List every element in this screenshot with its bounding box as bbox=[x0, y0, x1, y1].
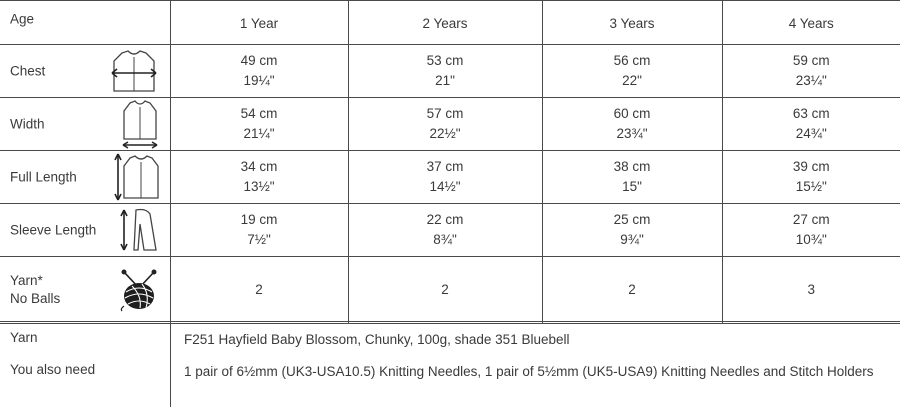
cell-inch: 10¾" bbox=[723, 230, 900, 250]
balls-value: 3 bbox=[722, 257, 900, 324]
garment-full-length-icon bbox=[114, 152, 160, 202]
cell-cm: 39 cm bbox=[723, 157, 900, 177]
also-need-value: 1 pair of 6½mm (UK3-USA10.5) Knitting Needles, 1 pair of 5½mm (UK5-USA9) Knitting Needles and Stitch Holders bbox=[184, 362, 884, 382]
header-row bbox=[0, 1, 900, 45]
cell-inch: 19¼" bbox=[171, 71, 348, 91]
cell-inch: 24¾" bbox=[723, 124, 900, 144]
cell-inch: 22" bbox=[543, 71, 722, 91]
col-header: 3 Years bbox=[542, 1, 722, 45]
yarn-footer-value: F251 Hayfield Baby Blossom, Chunky, 100g, shade 351 Bluebell bbox=[184, 330, 884, 350]
sleeve-length-icon bbox=[120, 206, 160, 254]
cell-cm: 60 cm bbox=[543, 104, 722, 124]
garment-chest-width-icon bbox=[108, 49, 160, 93]
cell-cm: 56 cm bbox=[543, 51, 722, 71]
col-header: 4 Years bbox=[722, 1, 900, 45]
row-label: Width bbox=[10, 117, 45, 132]
row-label: Chest bbox=[10, 64, 45, 79]
yarn-ball-needles-icon bbox=[118, 268, 160, 312]
materials-section bbox=[0, 321, 900, 407]
cell-cm: 22 cm bbox=[349, 210, 542, 230]
cell-inch: 23¼" bbox=[723, 71, 900, 91]
cell-inch: 15" bbox=[543, 177, 722, 197]
also-need-label: You also need bbox=[10, 362, 95, 377]
table-row bbox=[0, 98, 900, 151]
table-row bbox=[0, 204, 900, 257]
col-header: 1 Year bbox=[170, 1, 348, 45]
cell-inch: 23¾" bbox=[543, 124, 722, 144]
cell-cm: 57 cm bbox=[349, 104, 542, 124]
col-header: 2 Years bbox=[348, 1, 542, 45]
table-row bbox=[0, 257, 900, 324]
cell-cm: 59 cm bbox=[723, 51, 900, 71]
yarn-label: Yarn* bbox=[10, 272, 60, 290]
row-label: Full Length bbox=[10, 170, 77, 185]
cell-inch: 7½" bbox=[171, 230, 348, 250]
cell-cm: 27 cm bbox=[723, 210, 900, 230]
age-label: Age bbox=[10, 12, 34, 27]
cell-inch: 13½" bbox=[171, 177, 348, 197]
no-balls-label: No Balls bbox=[10, 290, 60, 308]
table-row bbox=[0, 45, 900, 98]
cell-cm: 54 cm bbox=[171, 104, 348, 124]
balls-value: 2 bbox=[542, 257, 722, 324]
row-label: Sleeve Length bbox=[10, 223, 96, 238]
cell-inch: 9¾" bbox=[543, 230, 722, 250]
cell-inch: 14½" bbox=[349, 177, 542, 197]
cell-cm: 63 cm bbox=[723, 104, 900, 124]
balls-value: 2 bbox=[348, 257, 542, 324]
cell-inch: 8¾" bbox=[349, 230, 542, 250]
cell-cm: 25 cm bbox=[543, 210, 722, 230]
cell-cm: 49 cm bbox=[171, 51, 348, 71]
cell-inch: 22½" bbox=[349, 124, 542, 144]
cell-inch: 21" bbox=[349, 71, 542, 91]
cell-cm: 37 cm bbox=[349, 157, 542, 177]
yarn-footer-label: Yarn bbox=[10, 330, 38, 345]
cell-inch: 21¼" bbox=[171, 124, 348, 144]
balls-value: 2 bbox=[170, 257, 348, 324]
garment-width-icon bbox=[120, 99, 160, 149]
cell-inch: 15½" bbox=[723, 177, 900, 197]
cell-cm: 38 cm bbox=[543, 157, 722, 177]
cell-cm: 34 cm bbox=[171, 157, 348, 177]
cell-cm: 53 cm bbox=[349, 51, 542, 71]
divider bbox=[170, 322, 171, 407]
cell-cm: 19 cm bbox=[171, 210, 348, 230]
table-row bbox=[0, 151, 900, 204]
